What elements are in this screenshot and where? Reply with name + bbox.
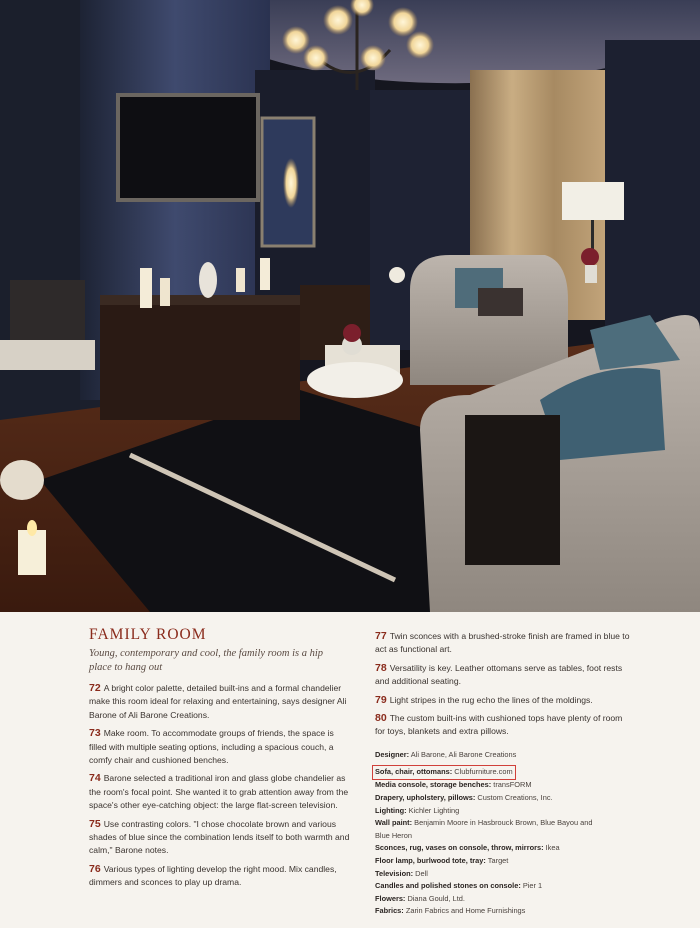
credit-line: Drapery, upholstery, pillows: Custom Creations, Inc. (375, 793, 553, 803)
credits-list (375, 749, 630, 918)
credit-line: Flowers: Diana Gould, Ltd. (375, 893, 465, 903)
section-title: FAMILY ROOM (89, 626, 207, 643)
credit-line-highlighted: Sofa, chair, ottomans: Clubfurniture.com (373, 766, 515, 779)
list-item: 78 Versatility is key. Leather ottomans serve as tables, foot rests and additional seating. (375, 661, 623, 687)
credit-line: Wall paint: Benjamin Moore in Hasbrouck Brown, Blue Bayou and (375, 818, 593, 828)
credit-line: Designer: Ali Barone, Ali Barone Creations (375, 749, 517, 759)
credit-line: Television: Dell (375, 868, 428, 878)
section-subtitle: Young, contemporary and cool, the family room is a hip place to hang out (89, 648, 324, 673)
list-item: 72 A bright color palette, detailed built-ins and a formal chandelier make this room ideal for relaxing and entertaining, says designer Ali Barone of Ali Barone Creations. (89, 682, 347, 720)
list-item: 80 The custom built-ins with cushioned tops have plenty of room for toys, blankets and extra pillows. (375, 712, 623, 737)
credit-line: Lighting: Kichler Lighting (375, 805, 460, 815)
left-column (89, 626, 351, 895)
list-item: 73 Make room. To accommodate groups of friends, the space is filled with multiple seating options, including a spacious couch, a comfy chair and cushioned benches. (89, 727, 334, 766)
right-column (375, 630, 630, 918)
list-item: 77 Twin sconces with a brushed-stroke finish are framed in blue to act as functional art. (375, 630, 630, 655)
list-item: 75 Use contrasting colors. "I chose chocolate brown and various shades of blue since the combination lends itself to both warmth and calm," Barone notes. (89, 817, 350, 856)
article-text (0, 612, 700, 928)
credit-line: Candles and polished stones on console: Pier 1 (375, 881, 543, 891)
list-item: 74 Barone selected a traditional iron and glass globe chandelier as the room's focal point. She wanted it to grab attention away from the space's other eye-catching object: the large flat-screen television. (89, 772, 349, 811)
credit-line: Blue Heron (375, 830, 412, 840)
list-item: 79 Light stripes in the rug echo the lines of the moldings. (375, 693, 593, 706)
list-item: 76 Various types of lighting develop the right mood. Mix candles, dimmers and sconces to play up drama. (89, 862, 337, 888)
credit-line: Sconces, rug, vases on console, throw, mirrors: Ikea (375, 843, 560, 853)
credit-line: Media console, storage benches: transFORM (375, 780, 532, 790)
credit-line: Fabrics: Zarin Fabrics and Home Furnishings (375, 906, 526, 916)
credit-line: Floor lamp, burlwood tote, tray: Target (375, 856, 509, 865)
